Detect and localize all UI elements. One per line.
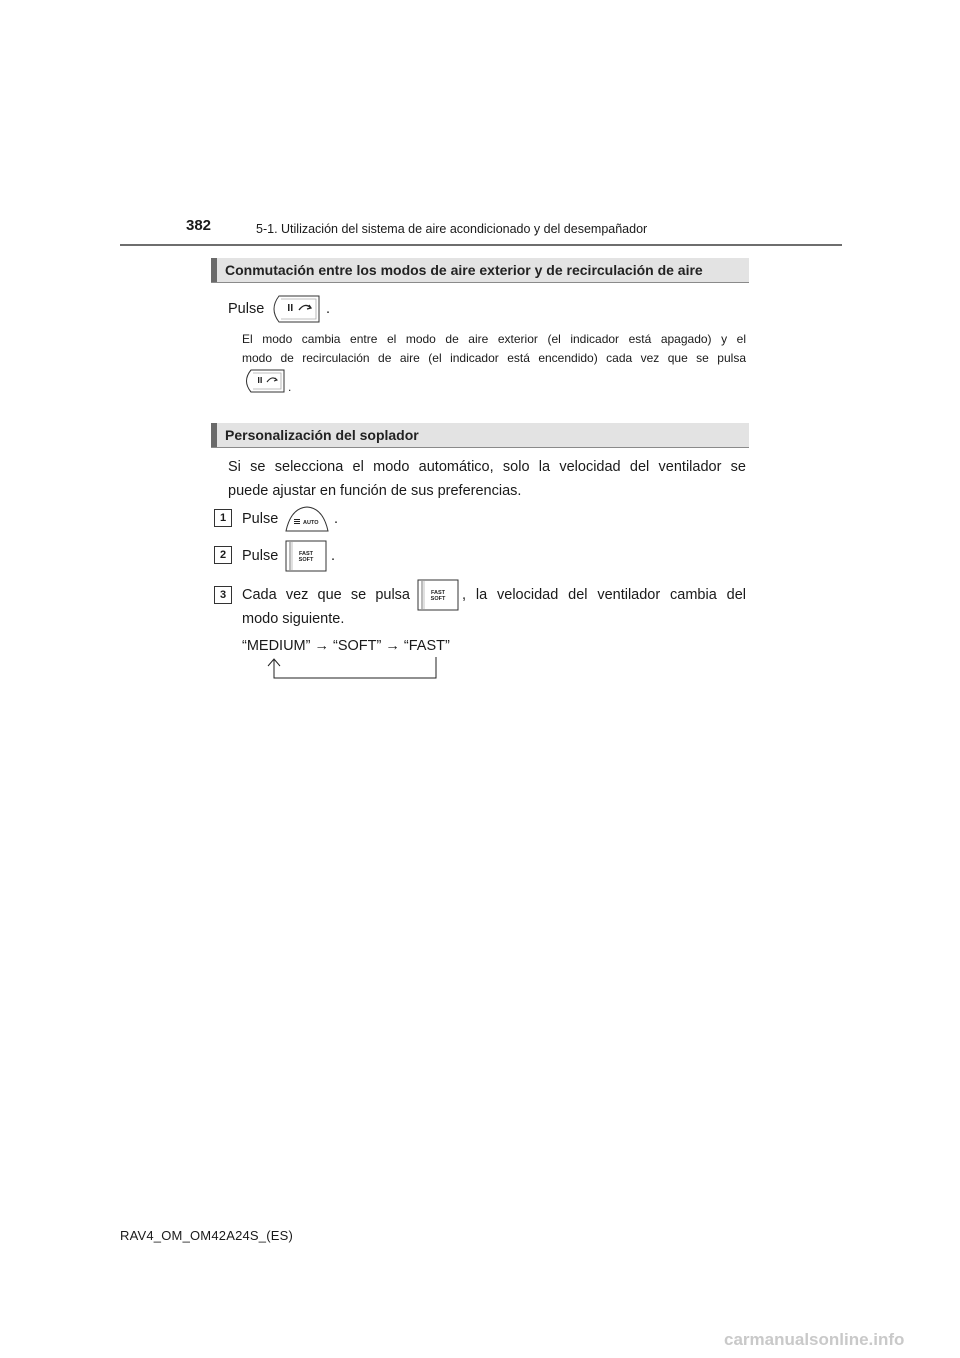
step-2-suffix: .	[331, 548, 336, 564]
pulse-instruction	[228, 297, 264, 321]
step-3-line-2: modo siguiente.	[242, 611, 345, 627]
mode-soft: “SOFT”	[333, 638, 382, 654]
note-suffix: .	[288, 380, 292, 394]
note-line-2: modo de recirculación de aire (el indicador está encendido) cada vez que se pulsa	[242, 351, 746, 365]
fast-label: FAST	[298, 551, 314, 557]
blower-intro-line-2: puede ajustar en función de sus preferencias.	[228, 483, 522, 499]
mode-fast: “FAST”	[403, 638, 450, 654]
pulse-label: Pulse	[228, 301, 265, 317]
chapter-title: 5-1. Utilización del sistema de aire acondicionado y del desempañador	[256, 222, 648, 236]
blower-intro-line-1: Si se selecciona el modo automático, solo la velocidad del ventilador se	[228, 459, 746, 475]
step-number-1: 1	[214, 509, 232, 527]
section-accent	[211, 423, 217, 447]
recirculation-button-icon	[241, 368, 287, 394]
watermark: carmanualsonline.info	[724, 1330, 905, 1349]
fast-label: FAST	[430, 590, 446, 596]
pulse-suffix: .	[326, 301, 331, 317]
step-3-text-after: , la velocidad del ventilador cambia del	[462, 587, 746, 603]
fast-soft-button-icon	[284, 539, 328, 573]
soft-label: SOFT	[430, 596, 446, 602]
section-accent	[211, 258, 217, 282]
note-line-1: El modo cambia entre el modo de aire exterior (el indicador está apagado) y el	[242, 332, 746, 346]
step-1-suffix: .	[334, 511, 339, 527]
mode-cycle	[242, 638, 450, 654]
fast-soft-button-icon	[416, 578, 460, 612]
cycle-return-arrow-icon	[262, 656, 442, 682]
page-number: 382	[186, 217, 212, 234]
step-1-text: Pulse	[242, 511, 279, 527]
step-3-text-before: Cada vez que se pulsa	[242, 587, 410, 603]
recirculation-button-icon	[267, 294, 323, 324]
soft-label: SOFT	[298, 557, 314, 563]
header-divider	[120, 244, 842, 246]
auto-button-icon	[283, 505, 331, 533]
step-2-text: Pulse	[242, 548, 279, 564]
section-heading-air-modes	[211, 258, 749, 283]
mode-medium: “MEDIUM”	[242, 638, 311, 654]
document-code: RAV4_OM_OM42A24S_(ES)	[120, 1228, 294, 1243]
cycle-arrow-icon: →	[385, 638, 400, 654]
section-heading-blower	[211, 423, 749, 448]
step-number-3: 3	[214, 586, 232, 604]
section-heading-label: Personalización del soplador	[225, 427, 419, 443]
section-heading-label: Conmutación entre los modos de aire exterior y de recirculación de aire	[225, 262, 703, 278]
step-number-2: 2	[214, 546, 232, 564]
cycle-arrow-icon: →	[314, 638, 329, 654]
auto-button-label: AUTO	[303, 520, 319, 526]
